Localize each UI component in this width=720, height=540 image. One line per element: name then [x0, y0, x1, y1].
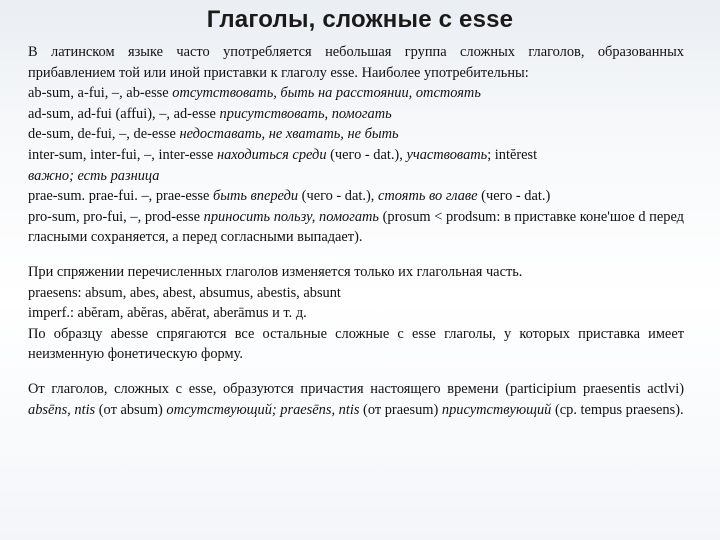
verb-tail-2: ; intĕrest — [487, 146, 538, 163]
participle-paragraph — [28, 379, 684, 420]
verb-forms: inter-sum, inter-fui, –, inter-esse — [28, 146, 217, 163]
verb-line-prosum — [28, 207, 684, 248]
participle-text: (от praesum) — [359, 401, 442, 418]
verb-line-praesum — [28, 186, 684, 207]
imperfect-line: imperf.: abĕram, abĕras, abĕrat, aberāmus и т. д. — [28, 305, 307, 322]
slide-content — [28, 42, 684, 420]
verb-tail-2: (чего - dat.) — [477, 188, 551, 205]
verb-tail: (prosum < prodsum: в приставке коне'шое d перед гласными сохраняется, а перед согласными выпадает). — [28, 208, 684, 246]
participle-absens: absēns, ntis — [28, 401, 96, 418]
verb-line-desum — [28, 124, 684, 145]
verb-forms: ad-sum, ad-fui (affui), –, ad-esse — [28, 105, 220, 122]
verb-forms: pro-sum, pro-fui, –, prod-esse — [28, 208, 204, 225]
verb-forms: prae-sum. prae-fui. –, prae-esse — [28, 188, 213, 205]
verb-tail: (чего - dat.), — [326, 146, 407, 163]
verb-meaning-2: участвовать — [406, 146, 488, 163]
model-paragraph: По образцу abesse спрягаются все остальные сложные с esse глаголы, у которых приставка имеет неизменную фонетическую форму. — [28, 325, 684, 363]
verb-tail: (чего - dat.), — [298, 188, 378, 205]
participle-text: (ср. tempus praesens). — [551, 401, 684, 418]
paragraph-gap — [28, 365, 684, 379]
verb-forms: ab-sum, a-fui, –, ab-esse — [28, 85, 173, 102]
praesens-line: praesens: absum, abes, abest, absumus, abestis, absunt — [28, 284, 341, 301]
participle-meaning: присутствующий — [441, 401, 552, 418]
participle-text: (от absum) — [95, 401, 167, 418]
verb-line-absum — [28, 83, 684, 104]
verb-meaning-2: стоять во главе — [377, 188, 478, 205]
verb-meaning: находиться среди — [216, 146, 327, 163]
paragraph-gap — [28, 248, 684, 262]
verb-meaning: приносить пользу, помогать — [203, 208, 379, 225]
interest-note: важно; есть разница — [28, 167, 160, 184]
verb-line-adsum — [28, 104, 684, 125]
slide-title: Глаголы, сложные с esse — [206, 6, 514, 33]
verb-forms: de-sum, de-fui, –, de-esse — [28, 126, 180, 143]
intro-paragraph: В латинском языке часто употребляется небольшая группа сложных глаголов, образованных прибавлением той или иной приставки к глаголу esse. Наиболее употребительны: — [28, 44, 684, 81]
verb-meaning: быть впереди — [213, 188, 299, 205]
participle-praesens: отсутствующий; praesēns, ntis — [166, 401, 360, 418]
verb-line-intersum — [28, 145, 684, 186]
verb-meaning: недоставать, не хватать, не быть — [179, 126, 399, 143]
verb-meaning: присутствовать, помогать — [219, 105, 392, 122]
conjugation-intro: При спряжении перечисленных глаголов изменяется только их глагольная часть. — [28, 263, 523, 280]
verb-meaning: отсутствовать, быть на расстоянии, отстоять — [172, 85, 481, 102]
participle-text: От глаголов, сложных с esse, образуются причастия настоящего времени (participium praesentis actlvi) — [28, 380, 684, 397]
